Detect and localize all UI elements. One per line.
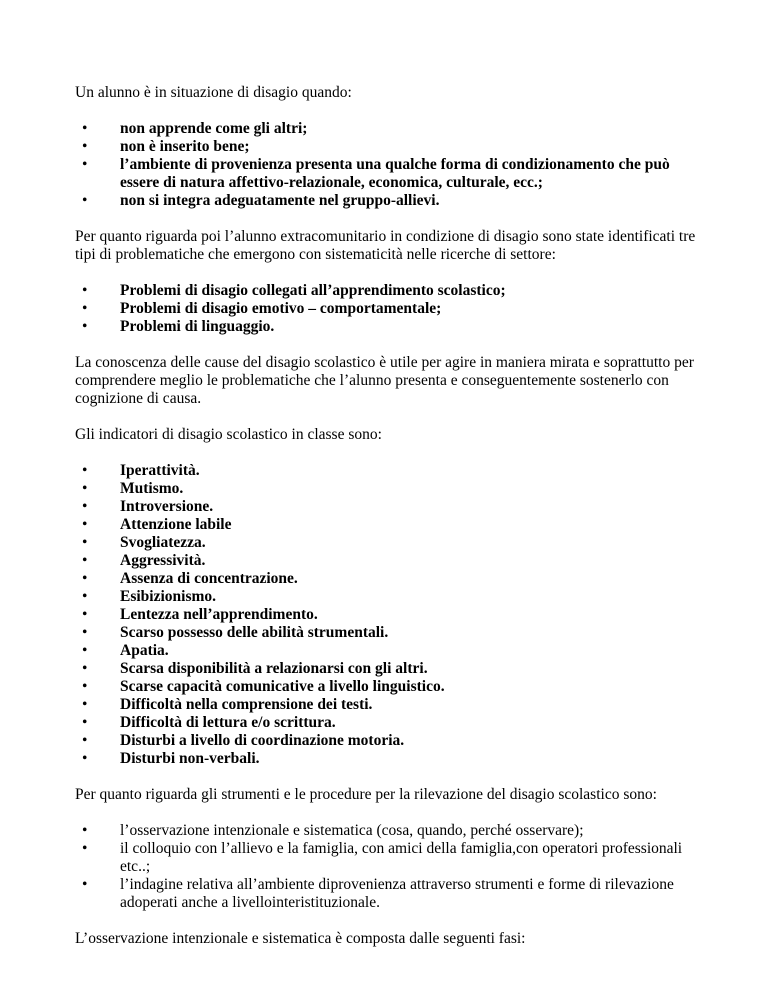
list-item: • non si integra adeguatamente nel gruppo-allievi.: [120, 192, 705, 210]
list-item: • Apatia.: [120, 642, 705, 660]
list-item: • Aggressività.: [120, 552, 705, 570]
list-item: • Problemi di disagio emotivo – comportamentale;: [120, 300, 705, 318]
document-page: [75, 84, 705, 966]
list-item: • il colloquio con l’allievo e la famiglia, con amici della famiglia,con operatori professionali etc..;: [120, 840, 705, 876]
list-item: • Disturbi a livello di coordinazione motoria.: [120, 732, 705, 750]
list-item: • Mutismo.: [120, 480, 705, 498]
causes-paragraph: La conoscenza delle cause del disagio scolastico è utile per agire in maniera mirata e soprattutto per comprendere meglio le problematiche che l’alunno presenta e conseguentemente sostenerlo con cognizione di causa.: [75, 354, 694, 407]
intro-paragraph: Un alunno è in situazione di disagio quando:: [75, 84, 352, 101]
list-item: • Svogliatezza.: [120, 534, 705, 552]
list-item: • Introversione.: [120, 498, 705, 516]
indicators-intro: Gli indicatori di disagio scolastico in classe sono:: [75, 426, 382, 443]
problem-types-list: [75, 282, 705, 336]
tools-paragraph: Per quanto riguarda gli strumenti e le procedure per la rilevazione del disagio scolastico sono:: [75, 786, 657, 803]
list-item: • Problemi di linguaggio.: [120, 318, 705, 336]
list-item: • Assenza di concentrazione.: [120, 570, 705, 588]
list-item: • Disturbi non-verbali.: [120, 750, 705, 768]
extracomunitario-paragraph: Per quanto riguarda poi l’alunno extracomunitario in condizione di disagio sono state identificati tre tipi di problematiche che emergono con sistematicità nelle ricerche di settore:: [75, 228, 696, 263]
list-item: • Difficoltà di lettura e/o scrittura.: [120, 714, 705, 732]
list-item: • non è inserito bene;: [120, 138, 705, 156]
list-item: • l’ambiente di provenienza presenta una qualche forma di condizionamento che può essere di natura affettivo-relazionale, economica, culturale, ecc.;: [120, 156, 705, 192]
list-item: • l’osservazione intenzionale e sistematica (cosa, quando, perché osservare);: [120, 822, 705, 840]
list-item: • Scarso possesso delle abilità strumentali.: [120, 624, 705, 642]
indicators-list: [75, 462, 705, 768]
list-item: • Difficoltà nella comprensione dei testi.: [120, 696, 705, 714]
list-item: • Esibizionismo.: [120, 588, 705, 606]
list-item: • non apprende come gli altri;: [120, 120, 705, 138]
list-item: • Attenzione labile: [120, 516, 705, 534]
observation-paragraph: L’osservazione intenzionale e sistematica è composta dalle seguenti fasi:: [75, 930, 526, 947]
list-item: • Problemi di disagio collegati all’apprendimento scolastico;: [120, 282, 705, 300]
list-item: • Iperattività.: [120, 462, 705, 480]
situation-list: [75, 120, 705, 210]
list-item: • Scarse capacità comunicative a livello linguistico.: [120, 678, 705, 696]
list-item: • Lentezza nell’apprendimento.: [120, 606, 705, 624]
tools-list: [75, 822, 705, 912]
list-item: • l’indagine relativa all’ambiente diprovenienza attraverso strumenti e forme di rilevazione adoperati anche a livellointeristituzionale.: [120, 876, 705, 912]
list-item: • Scarsa disponibilità a relazionarsi con gli altri.: [120, 660, 705, 678]
